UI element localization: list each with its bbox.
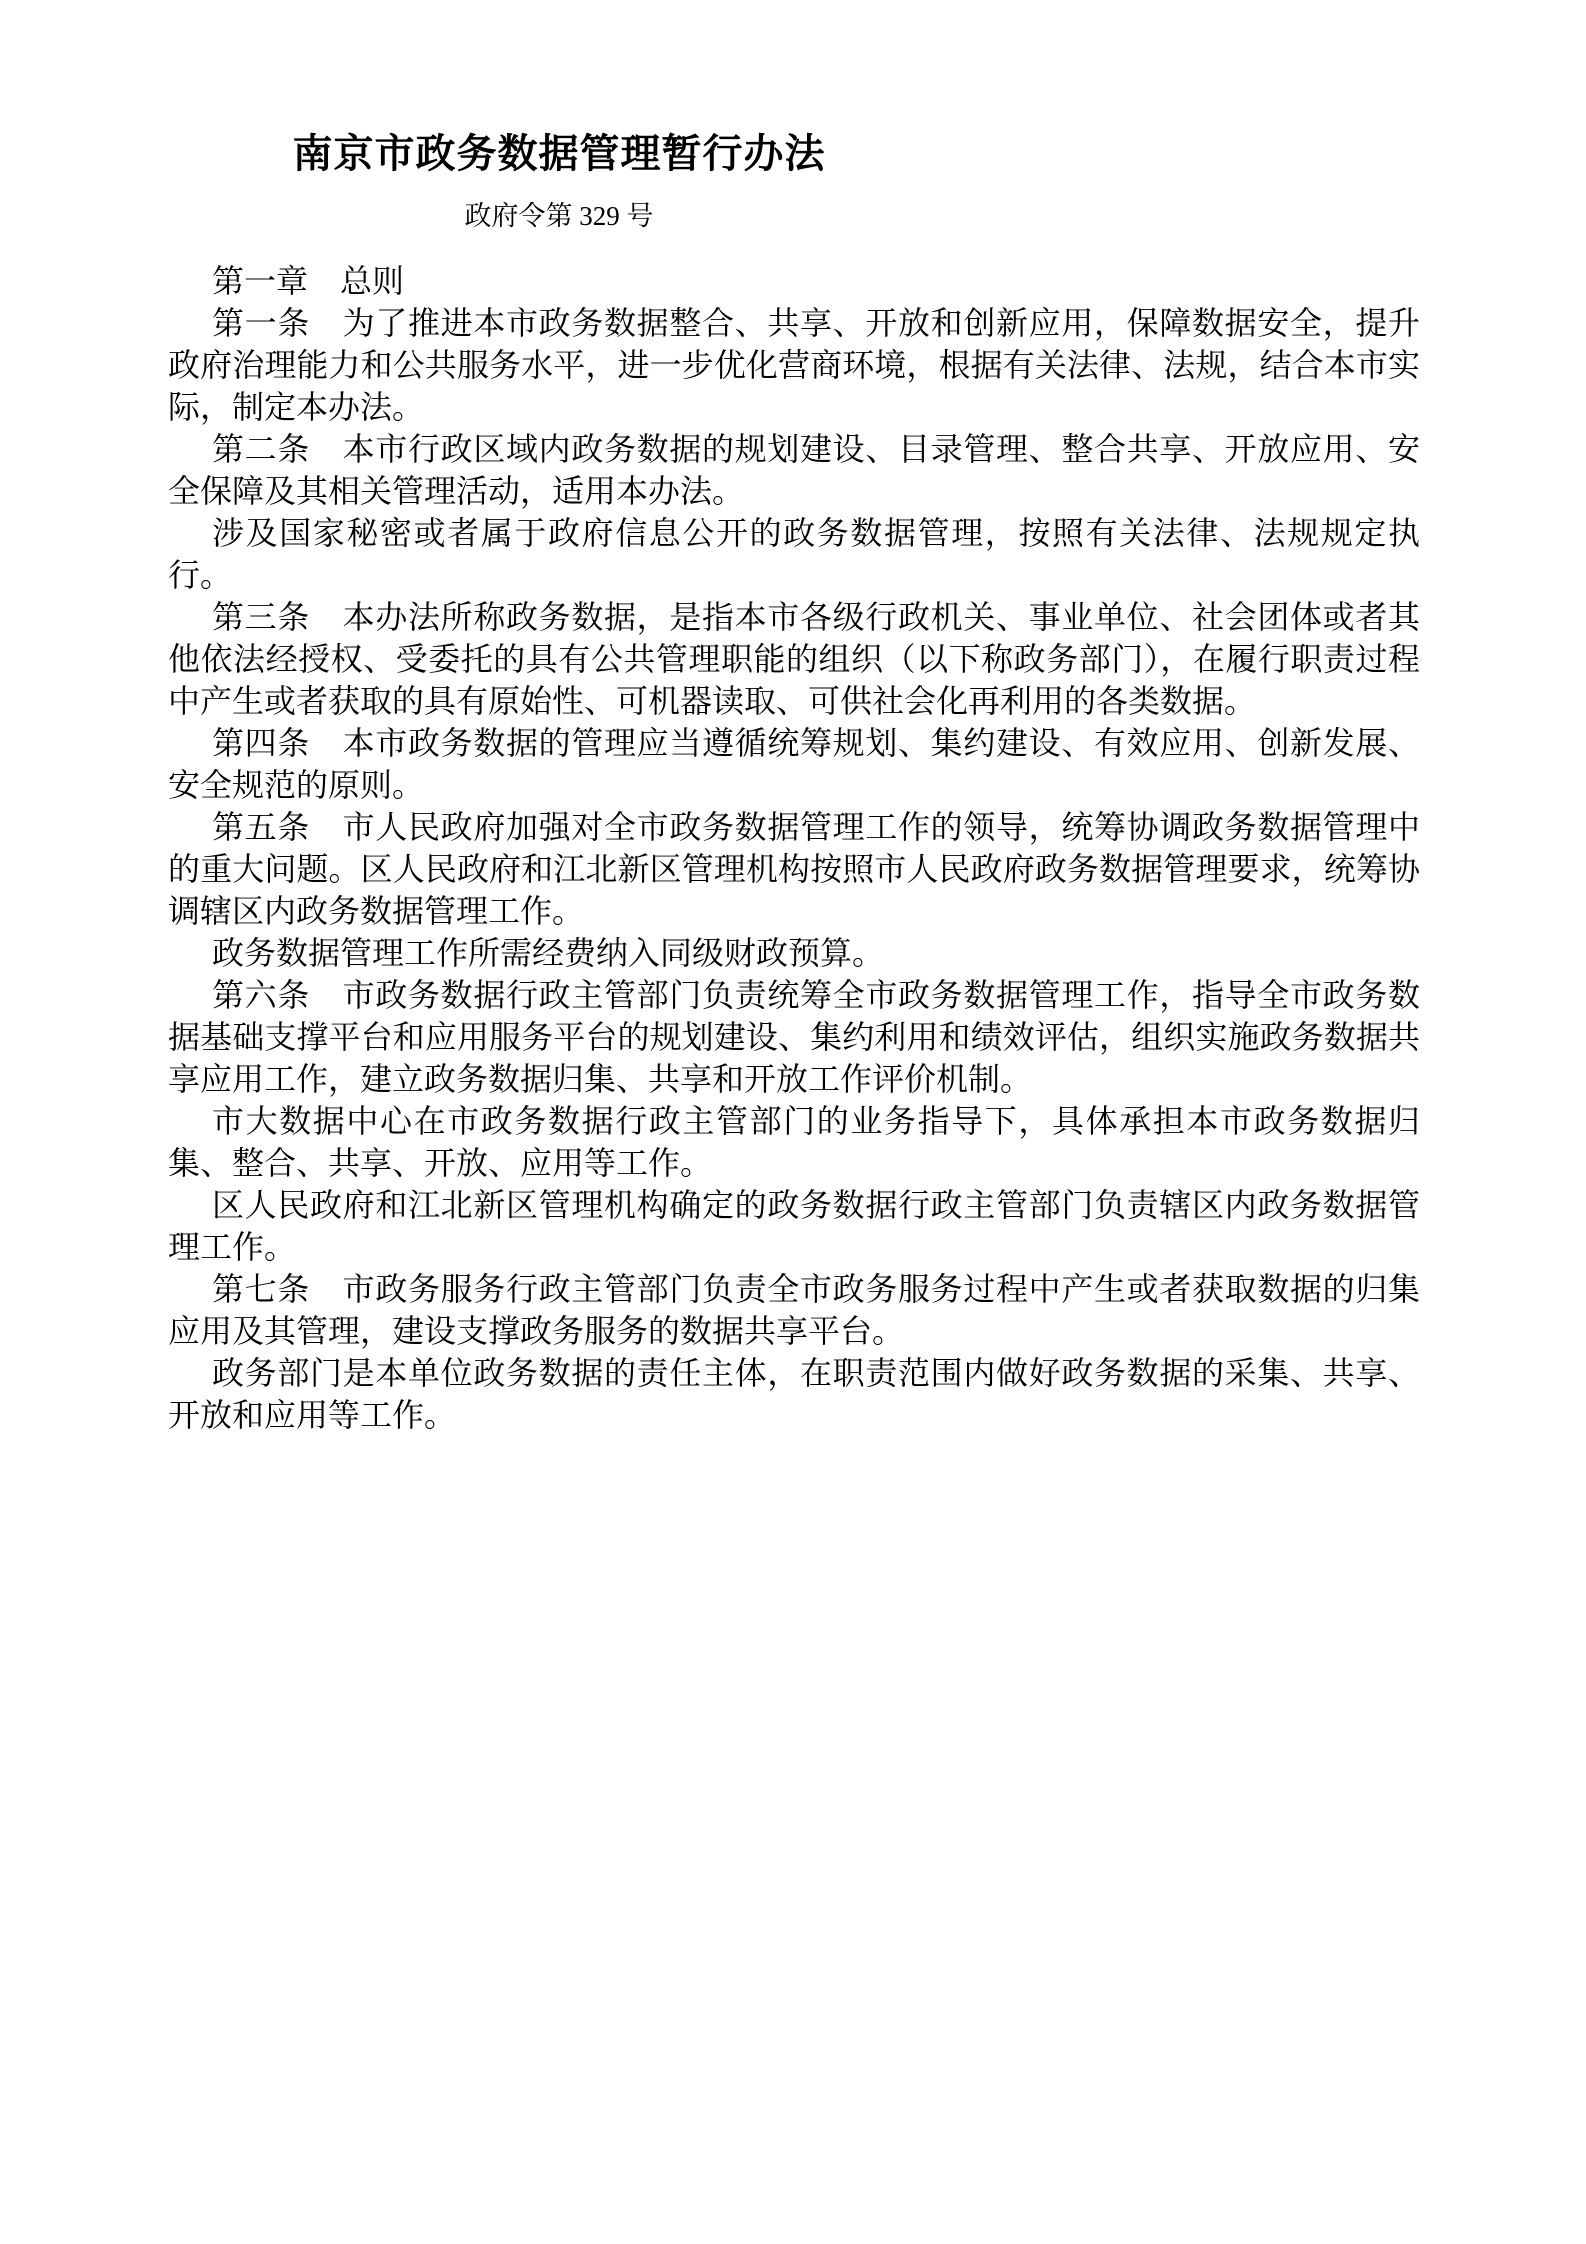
document-order-number: 政府令第 329 号 <box>464 201 654 231</box>
paragraph-article-6-cont-2: 区人民政府和江北新区管理机构确定的政务数据行政主管部门负责辖区内政务数据管理工作。 <box>168 1187 1420 1265</box>
paragraph-article-5: 第五条 市人民政府加强对全市政务数据管理工作的领导，统筹协调政务数据管理中的重大问题。区人民政府和江北新区管理机构按照市人民政府政务数据管理要求，统筹协调辖区内政务数据管理工作。 <box>168 809 1420 929</box>
paragraph-article-6-cont-1: 市大数据中心在市政务数据行政主管部门的业务指导下，具体承担本市政务数据归集、整合、共享、开放、应用等工作。 <box>168 1103 1420 1181</box>
paragraph-article-7-cont: 政务部门是本单位政务数据的责任主体，在职责范围内做好政务数据的采集、共享、开放和应用等工作。 <box>168 1355 1420 1433</box>
paragraph-article-2: 第二条 本市行政区域内政务数据的规划建设、目录管理、整合共享、开放应用、安全保障及其相关管理活动，适用本办法。 <box>168 431 1420 509</box>
paragraph-article-6: 第六条 市政务数据行政主管部门负责统筹全市政务数据管理工作，指导全市政务数据基础支撑平台和应用服务平台的规划建设、集约利用和绩效评估，组织实施政务数据共享应用工作，建立政务数据归集、共享和开放工作评价机制。 <box>168 977 1420 1097</box>
document-body <box>168 260 1420 1436</box>
paragraph-article-7: 第七条 市政务服务行政主管部门负责全市政务服务过程中产生或者获取数据的归集应用及其管理，建设支撑政务服务的数据共享平台。 <box>168 1271 1420 1349</box>
paragraph-article-3: 第三条 本办法所称政务数据，是指本市各级行政机关、事业单位、社会团体或者其他依法经授权、受委托的具有公共管理职能的组织（以下称政务部门），在履行职责过程中产生或者获取的具有原始性、可机器读取、可供社会化再利用的各类数据。 <box>168 599 1420 719</box>
chapter-heading: 第一章 总则 <box>212 263 405 299</box>
document-header <box>0 130 1118 232</box>
paragraph-article-4: 第四条 本市政务数据的管理应当遵循统筹规划、集约建设、有效应用、创新发展、安全规范的原则。 <box>168 725 1420 803</box>
paragraph-article-1: 第一条 为了推进本市政务数据整合、共享、开放和创新应用，保障数据安全，提升政府治理能力和公共服务水平，进一步优化营商环境，根据有关法律、法规，结合本市实际，制定本办法。 <box>168 305 1420 425</box>
document-title: 南京市政务数据管理暂行办法 <box>292 131 826 176</box>
paragraph-article-2-cont: 涉及国家秘密或者属于政府信息公开的政务数据管理，按照有关法律、法规规定执行。 <box>168 515 1420 593</box>
paragraph-article-5-cont: 政务数据管理工作所需经费纳入同级财政预算。 <box>212 935 885 971</box>
